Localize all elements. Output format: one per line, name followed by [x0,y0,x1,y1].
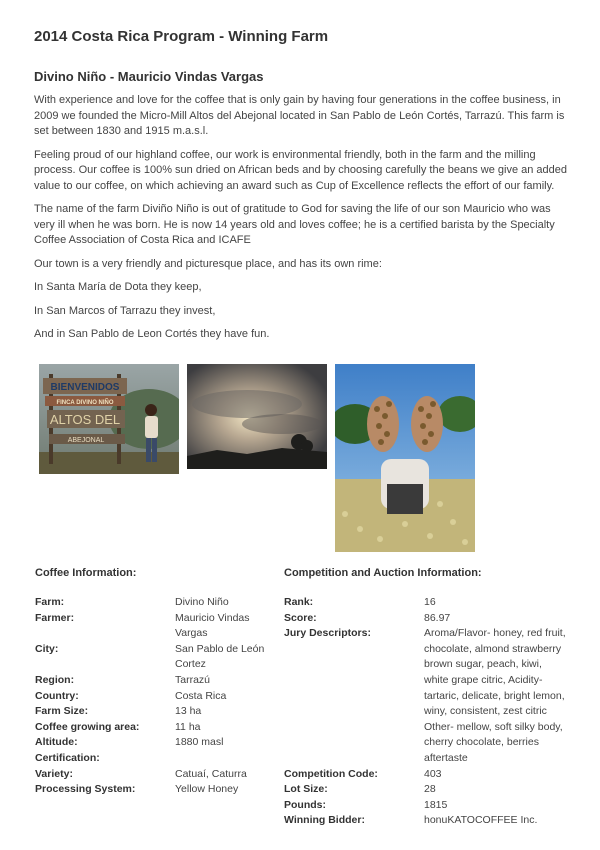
paragraph: Our town is a very friendly and picturesque place, and has its own rime: [34,257,382,270]
paragraph: With experience and love for the coffee that is only gain by having four generations in the coffee business, in 2009 we founded the Micro-Mill Altos del Abejonal located in San Pablo de León Cortés, Tarrazú. This farm is set between 1830 and 1915 m.a.s.l. [34,94,565,137]
field-value: Tarrazú [175,673,211,686]
coffee-info-row [35,782,270,798]
field-value: 1815 [424,798,448,811]
field-label: Pounds: [284,798,326,811]
coffee-info-row [35,673,270,689]
field-value: Mauricio Vindas Vargas [175,611,250,640]
rhyme-line: In San Marcos of Tarrazu they invest, [34,304,216,317]
paragraph: The name of the farm Diviño Niño is out of gratitude to God for saving the life of our son Mauricio who was very ill when he was born. He is now 14 years old and loves coffee; he is a certified barista by the Specialty Coffee Association of Costa Rica and ICAFE [34,203,555,246]
field-label: Region: [35,673,75,686]
coffee-info-row [35,689,270,705]
field-label: Certification: [35,751,100,764]
coffee-info-row [35,767,270,783]
farm-subtitle: Divino Niño - Mauricio Vindas Vargas [34,69,264,84]
competition-info-row [284,611,569,627]
coffee-info-column [35,566,285,798]
field-label: Altitude: [35,736,78,749]
field-label: Winning Bidder: [284,814,365,827]
competition-info-row [284,626,569,766]
sky-image [187,364,327,469]
field-value [175,751,270,767]
field-value: 403 [424,767,442,780]
competition-info-row [284,813,569,829]
page-title: 2014 Costa Rica Program - Winning Farm [34,28,329,45]
rhyme-line: And in San Pablo de Leon Cortés they have fun. [34,328,270,340]
competition-info-table [284,595,569,829]
field-value: 28 [424,783,436,796]
field-value: 86.97 [424,611,451,624]
sign-line-1: BIENVENIDOS [50,382,120,393]
competition-info-row [284,767,569,783]
farm-sign-photo [39,364,179,474]
field-label: Variety: [35,767,73,780]
coffee-info-heading: Coffee Information: [35,567,137,579]
rhyme-line: In Santa María de Dota they keep, [34,281,202,293]
field-label: Farm: [35,596,65,608]
field-value: San Pablo de León Cortez [175,642,265,671]
field-value: Aroma/Flavor- honey, red fruit, chocolate, almond strawberry brown sugar, peach, kiwi, white grape citric, Acidity- tartaric, delicate, bright lemon, winy, consistent, zest citric Other- mellow, soft silky body, cherry chocolate, berries aftertaste [424,627,566,764]
coffee-info-row [35,735,270,751]
field-value: 1880 masl [175,736,224,749]
field-label: Rank: [284,596,314,608]
field-value: honuKATOCOFFEE Inc. [424,814,538,827]
field-label: Farmer: [35,611,75,624]
field-value: 11 ha [175,720,201,733]
coffee-hands-photo [335,364,475,552]
competition-info-heading: Competition and Auction Information: [284,567,482,579]
coffee-info-row [35,720,270,736]
sign-line-3: ALTOS DEL [49,412,121,427]
article [34,28,569,351]
field-label: Score: [284,611,317,624]
sign-line-2: FINCA DIVINO NIÑO [56,400,114,406]
coffee-info-row [35,642,270,673]
coffee-info-row [35,595,270,611]
field-label: Farm Size: [35,705,89,718]
coffee-hands-image [335,364,475,552]
coffee-info-table [35,595,270,798]
coffee-info-row [35,704,270,720]
field-label: Jury Descriptors: [284,627,371,640]
field-value: Divino Niño [175,596,229,608]
paragraph: Feeling proud of our highland coffee, our work is environmental friendly, both in the farm and the milling process. Our coffee is 100% sun dried on African beds and by choosing carefully the beans we give an added value to our coffee, on which achieving an award such as Cup of Excellence reflects the effort of our family. [34,148,568,192]
farm-sign-image [39,364,179,474]
field-value: 13 ha [175,705,202,718]
field-value: Yellow Honey [175,783,239,796]
sign-line-4: ABEJONAL [67,437,105,444]
field-label: Country: [35,689,79,702]
sky-photo [187,364,327,469]
field-value: 16 [424,596,436,608]
competition-info-row [284,595,569,611]
field-label: Lot Size: [284,783,328,796]
competition-info-column [284,566,574,829]
coffee-info-row [35,751,270,767]
competition-info-row [284,782,569,798]
field-label: Processing System: [35,783,136,796]
competition-info-row [284,798,569,814]
field-label: Coffee growing area: [35,720,140,733]
photo-gallery [39,364,489,554]
field-value: Catuaí, Caturra [175,767,247,780]
field-value: Costa Rica [175,689,227,702]
field-label: Competition Code: [284,767,378,780]
coffee-info-row [35,611,270,642]
field-label: City: [35,642,59,655]
